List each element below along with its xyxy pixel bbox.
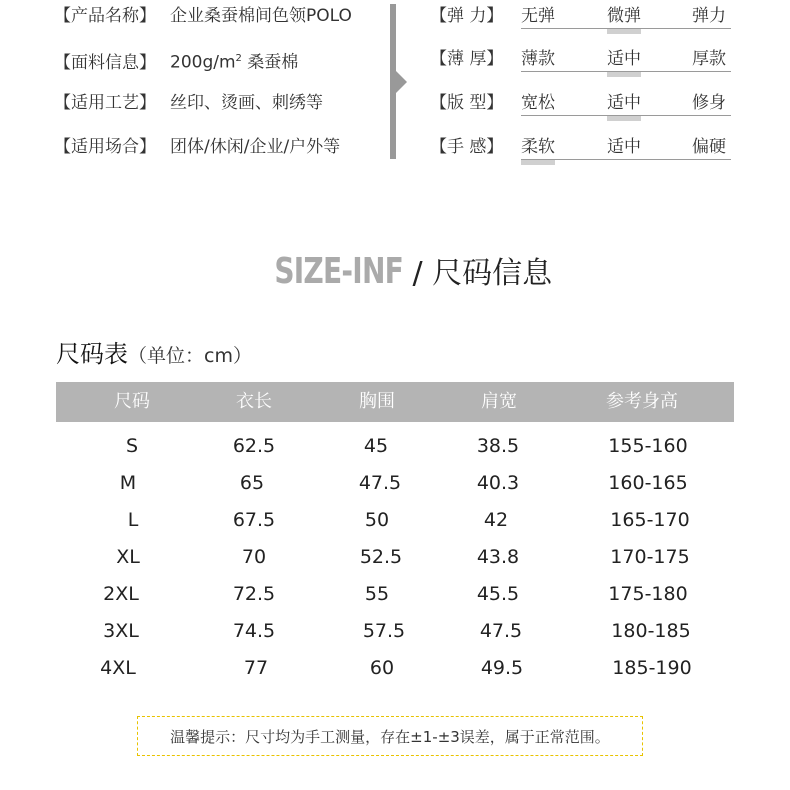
attribute-option (521, 135, 555, 159)
info-label: 【适用场合】 (54, 137, 156, 157)
table-cell: 170-175 (610, 546, 690, 568)
table-header-cell: 参考身高 (606, 391, 678, 412)
info-value: 丝印、烫画、刺绣等 (170, 93, 323, 113)
table-cell: 47.5 (479, 620, 523, 642)
table-cell: 2XL (103, 583, 139, 605)
table-cell: 77 (243, 657, 269, 679)
attribute-option (607, 135, 641, 159)
table-cell: 3XL (103, 620, 139, 642)
size-table-title-main: 尺码表 (56, 340, 128, 368)
info-label: 【适用工艺】 (54, 93, 156, 113)
info-value-sup: 2 (235, 53, 242, 64)
attribute-option (692, 4, 726, 28)
attribute-row (430, 4, 770, 32)
table-cell: 52.5 (359, 546, 403, 568)
table-cell: 70 (241, 546, 267, 568)
selected-underline (607, 72, 641, 77)
info-value: 企业桑蚕棉间色领POLO (170, 6, 352, 26)
table-cell: 67.5 (232, 509, 276, 531)
info-label: 【面料信息】 (54, 52, 156, 73)
table-cell: 43.8 (476, 546, 520, 568)
attribute-row (430, 47, 770, 75)
table-cell: 72.5 (232, 583, 276, 605)
size-info-heading-en: SIZE-INF (274, 251, 403, 292)
attribute-option-label: 适中 (607, 93, 641, 113)
attribute-row (430, 135, 770, 163)
attribute-option-label: 柔软 (521, 137, 555, 157)
attribute-option (521, 47, 555, 71)
table-cell: S (125, 435, 139, 457)
attribute-label: 【弹 力】 (430, 6, 504, 26)
table-cell: 74.5 (232, 620, 276, 642)
attribute-option (521, 91, 555, 115)
attribute-option-label: 厚款 (692, 49, 726, 69)
table-cell: 160-165 (608, 472, 688, 494)
attribute-row (430, 91, 770, 119)
table-cell: 185-190 (612, 657, 692, 679)
attribute-option (607, 4, 641, 28)
table-cell: 165-170 (610, 509, 690, 531)
size-table-header (56, 382, 734, 422)
attribute-label: 【手 感】 (430, 137, 504, 157)
info-row-fabric (54, 47, 298, 71)
table-cell: 45.5 (476, 583, 520, 605)
info-row-name (54, 4, 352, 28)
attribute-option (692, 47, 726, 71)
attribute-option-label: 适中 (607, 137, 641, 157)
attribute-option-label: 宽松 (521, 93, 555, 113)
attribute-option-label: 适中 (607, 49, 641, 69)
table-cell: 62.5 (232, 435, 276, 457)
table-cell: 155-160 (608, 435, 688, 457)
divider-arrow-icon (396, 71, 407, 93)
table-cell: 65 (239, 472, 265, 494)
attribute-option-label: 无弹 (521, 6, 555, 26)
table-cell: 42 (483, 509, 509, 531)
info-label: 【产品名称】 (54, 6, 156, 26)
attribute-option-label: 薄款 (521, 49, 555, 69)
info-value (170, 47, 298, 75)
info-value: 团体/休闲/企业/户外等 (170, 137, 341, 157)
table-cell: 38.5 (476, 435, 520, 457)
attribute-option (607, 91, 641, 115)
size-info-heading (0, 248, 790, 292)
selected-underline (607, 29, 641, 34)
table-header-cell: 尺码 (114, 391, 150, 412)
table-cell: 45 (363, 435, 389, 457)
selected-underline (607, 116, 641, 121)
table-cell: 50 (364, 509, 390, 531)
table-header-cell: 肩宽 (481, 391, 517, 412)
table-cell: 47.5 (358, 472, 402, 494)
size-table-unit: （单位：cm） (128, 345, 252, 367)
attribute-option-label: 弹力 (692, 6, 726, 26)
attribute-option (692, 135, 726, 159)
table-cell: 180-185 (611, 620, 691, 642)
table-cell: 40.3 (476, 472, 520, 494)
table-cell: M (119, 472, 137, 494)
table-header-cell: 胸围 (359, 391, 395, 412)
attribute-label: 【薄 厚】 (430, 49, 504, 69)
info-value-tail: 桑蚕棉 (241, 52, 299, 73)
table-cell: 175-180 (608, 583, 688, 605)
table-cell: 55 (364, 583, 390, 605)
notice-box: 温馨提示：尺寸均为手工测量，存在±1-±3误差，属于正常范围。 (137, 716, 643, 756)
table-cell: 57.5 (362, 620, 406, 642)
table-cell: L (127, 509, 139, 531)
attribute-option (607, 47, 641, 71)
table-cell: 49.5 (480, 657, 524, 679)
selected-underline (521, 160, 555, 165)
attribute-option-label: 偏硬 (692, 137, 726, 157)
info-value-main: 200g/m (170, 52, 236, 73)
info-row-occasion (54, 135, 340, 159)
info-row-craft (54, 91, 323, 115)
attribute-option-label: 微弹 (607, 6, 641, 26)
attribute-option (521, 4, 555, 28)
table-cell: XL (116, 546, 140, 568)
table-cell: 4XL (100, 657, 136, 679)
table-header-cell: 衣长 (236, 391, 272, 412)
attribute-option (692, 91, 726, 115)
table-cell: 60 (369, 657, 395, 679)
attribute-label: 【版 型】 (430, 93, 504, 113)
size-table-title (56, 334, 252, 369)
attribute-option-label: 修身 (692, 93, 726, 113)
size-info-heading-cn: / 尺码信息 (402, 256, 553, 291)
